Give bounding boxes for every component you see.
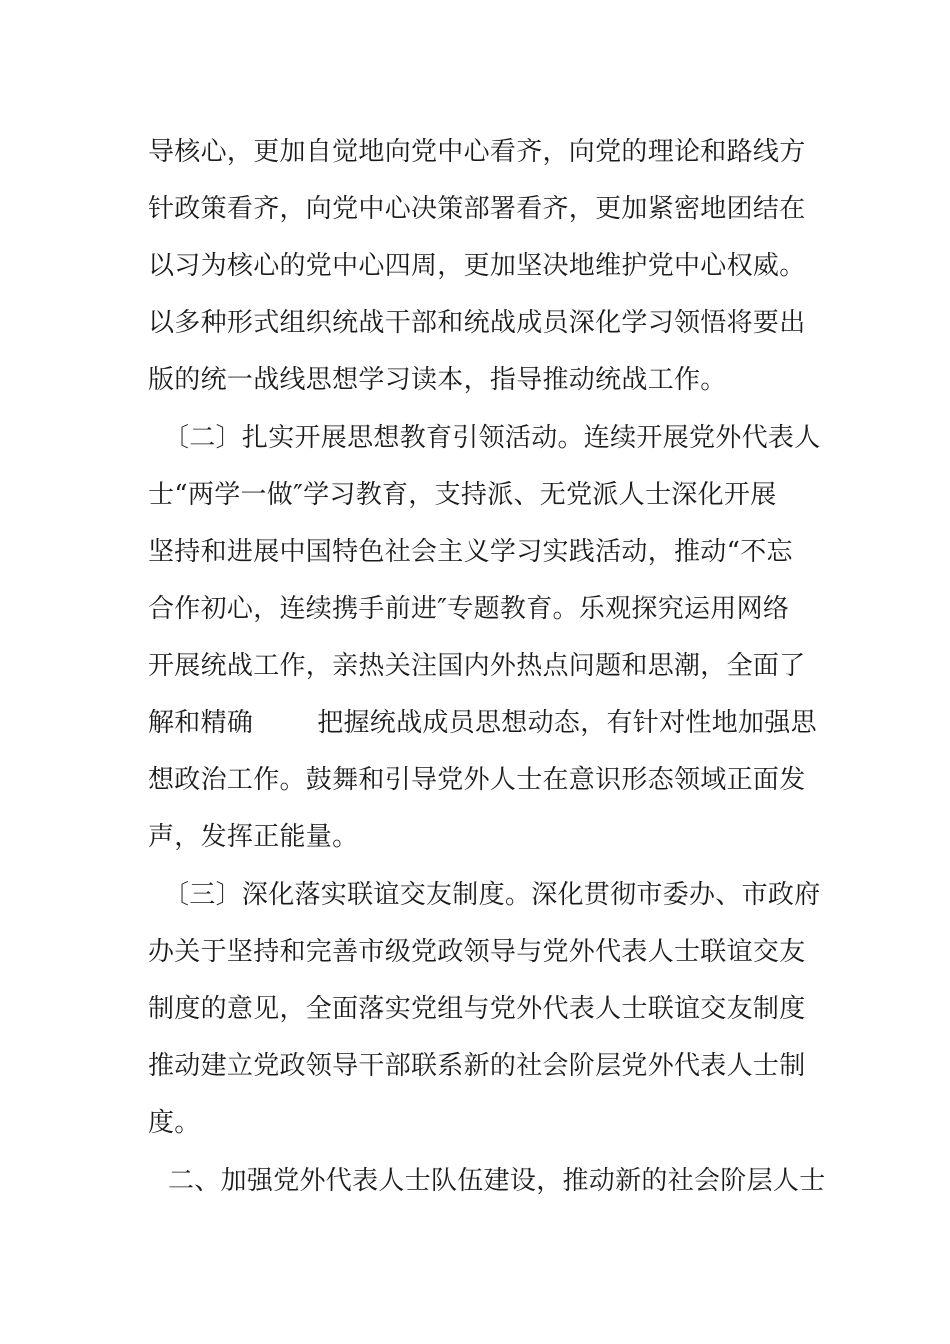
text-line-11-part-b: 把握统战成员思想动态，有针对性地加强思 — [317, 708, 817, 738]
text-line-2: 针政策看齐，向党中心决策部署看齐，更加紧密地团结在 — [148, 194, 806, 224]
text-line-7: 士“两学一做″学习教育，支持派、无党派人士深化开展 — [148, 480, 777, 510]
section-2-heading-line: 〔二〕扎实开展思想教育引领活动。连续开展党外代表人 — [163, 423, 821, 453]
text-line-16: 制度的意见，全面落实党组与党外代表人士联谊交友制度 — [148, 994, 806, 1024]
text-line-4: 以多种形式组织统战干部和统战成员深化学习领悟将要出 — [148, 308, 806, 338]
text-line-1: 导核心，更加自觉地向党中心看齐，向党的理论和路线方 — [148, 137, 806, 167]
text-line-15: 办关于坚持和完善市级党政领导与党外代表人士联谊交友 — [148, 937, 806, 967]
text-line-10: 开展统战工作，亲热关注国内外热点问题和思潮，全面了 — [148, 651, 806, 681]
text-line-11-part-a: 解和精确 — [148, 708, 254, 738]
text-line-11 — [148, 703, 868, 743]
text-line-12: 想政治工作。鼓舞和引导党外人士在意识形态领域正面发 — [148, 765, 806, 795]
text-line-8: 坚持和进展中国特色社会主义学习实践活动，推动“不忘 — [148, 537, 793, 567]
text-line-9: 合作初心，连续携手前进″专题教育。乐观探究运用网络 — [148, 594, 790, 624]
text-line-13: 声，发挥正能量。 — [148, 822, 359, 852]
text-line-3: 以习为核心的党中心四周，更加坚决地维护党中心权威。 — [148, 251, 806, 281]
section-3-heading-line: 〔三〕深化落实联谊交友制度。深化贯彻市委办、市政府 — [163, 880, 821, 910]
text-line-18: 度。 — [148, 1108, 201, 1138]
text-line-5: 版的统一战线思想学习读本，指导推动统战工作。 — [148, 365, 727, 395]
text-line-17: 推动建立党政领导干部联系新的社会阶层党外代表人士制 — [148, 1051, 806, 1081]
section-heading-two: 二、加强党外代表人士队伍建设，推动新的社会阶层人士 — [168, 1166, 826, 1196]
